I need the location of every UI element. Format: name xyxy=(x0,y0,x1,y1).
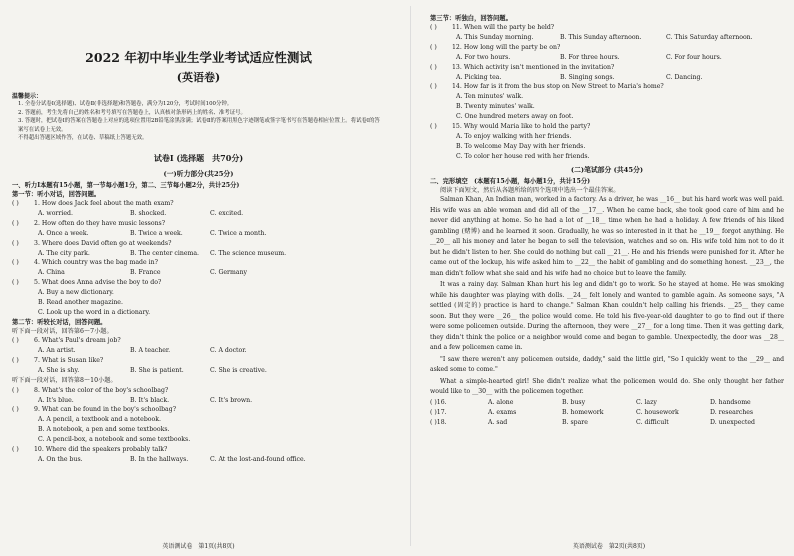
passage-paragraph: It was a rainy day. Salman Khan hurt his leg and didn't go to work. So he stayed at home. He was smoking while his daughter was playing with dolls. __24__ felt lonely and wanted to gamble again. As someone says, "A settled (固定的) practice is hard to change." Salman Khan couldn't help calling his friends. __25__ they came soon. But they were __26__ the police would come. He told his five-year-old daughter to go to find out if there were some policemen outside. During the afternoon, they were __27__ for a long time. Then it was getting dark, they didn't think the police or a neighbor would come and began to gamble. Unexpectedly, the door was __28__ and a few policemen came in. xyxy=(430,281,784,352)
question-stem: Which activity isn't mentioned in the invitation? xyxy=(463,63,615,71)
option-row xyxy=(430,33,784,43)
answer-blank: ( ) xyxy=(12,259,19,267)
exam-title: 2022 年初中毕业生学业考试适应性测试 xyxy=(85,50,312,65)
option-row xyxy=(430,53,784,63)
question-number: 9 xyxy=(34,406,38,414)
option-row xyxy=(430,132,784,162)
answer-blank: ( ) xyxy=(430,24,437,31)
question-stem: How far is it from the bus stop on New Street to Maria's home? xyxy=(463,83,664,91)
option-row xyxy=(12,396,385,406)
question-number: 14 xyxy=(452,83,460,91)
cloze-option: B. busy xyxy=(562,398,586,406)
answer-option: A. Picking tea. xyxy=(456,73,502,81)
answer-option: A. On the bus. xyxy=(38,456,83,463)
answer-option: A. To enjoy walking with her friends. xyxy=(456,132,572,140)
question-2: ( ) 2. How often do they have music lessons? A. Once a week. B. Twice a week. C. Twice a month. xyxy=(12,219,385,239)
answer-blank: ( ) xyxy=(12,406,19,414)
answer-option: B. France xyxy=(130,269,161,277)
question-number: 6 xyxy=(34,337,38,345)
cloze-num-text: 16 xyxy=(436,398,445,406)
question-stem: What does Anna advise the boy to do? xyxy=(41,279,162,287)
answer-option: A. The city park. xyxy=(38,249,90,257)
answer-option: B. This Sunday afternoon. xyxy=(560,33,642,41)
answer-option: A. worried. xyxy=(38,209,73,217)
cloze-options xyxy=(430,398,784,428)
answer-option: A. China xyxy=(38,269,65,277)
cloze-option: D. researches xyxy=(710,408,754,416)
answer-option: B. To welcome May Day with her friends. xyxy=(456,142,586,150)
answer-option: C. The science museum. xyxy=(210,249,287,257)
question-3: ( ) 3. Where does David often go at weekends? A. The city park. B. The center cinema. C. The science museum. xyxy=(12,239,385,259)
cloze-option-row xyxy=(430,418,784,428)
notice-item: 2. 答题前，考生先将自己的姓名和考号填写在答题卷上，认真核对条形码上的姓名、准考证号。 xyxy=(18,109,246,116)
answer-option: A. She is shy. xyxy=(38,367,80,375)
cloze-option-row xyxy=(430,408,784,418)
option-row xyxy=(430,73,784,83)
answer-option: C. A doctor. xyxy=(210,347,247,355)
paper1-heading: 试卷Ⅰ (选择题 共70分) xyxy=(153,152,244,163)
option-row xyxy=(430,92,784,122)
answer-option: A. Ten minutes' walk. xyxy=(456,93,524,101)
question-stem: When will the party be held? xyxy=(463,24,555,31)
cloze-option: A. sad xyxy=(488,418,508,426)
answer-option: A. It's blue. xyxy=(38,396,74,404)
cloze-option: B. homework xyxy=(562,408,604,416)
answer-option: C. This Saturday afternoon. xyxy=(666,33,753,41)
question-14: ( ) 14. How far is it from the bus stop on New Street to Maria's home? A. Ten minutes' walk. B. Twenty minutes' walk. C. One hundred meters away on foot. xyxy=(430,82,784,122)
answer-option: A. Once a week. xyxy=(38,229,89,237)
passage-paragraph: What a simple-hearted girl! She didn't realize what the policemen would do. She only thought her father would like to __30__ with the policemen together. xyxy=(430,377,784,396)
notice-item: 3. 答题时，把试卷Ⅰ的答案在答题卷上对应的选项位置用2B铅笔涂黑涂满；试卷Ⅱ的答案用黑色字迹钢笔或签字笔书写在答题卷相应位置上。将试卷Ⅰ的答案写在试卷上无效。 xyxy=(18,118,380,133)
question-15: ( ) 15. Why would Maria like to hold the party? A. To enjoy walking with her friends. B. To welcome May Day with her friends. C. To color her house red with her friends. xyxy=(430,122,784,162)
section1-heading: 第一节：听小对话，回答问题。 xyxy=(12,190,101,198)
answer-option: A. Buy a new dictionary. xyxy=(38,289,114,297)
answer-blank: ( ) xyxy=(430,63,437,71)
passage-paragraph: Salman Khan, An Indian man, worked in a factory. As a driver, he was __16__ but his hard work was well paid. His wife was an able woman and did all of the __17__. When he came back, she took good care of him and he never did anything at home. So he had a lot of __18__ time when he had a holiday. A few friends of his liked gambling (赌博) and he learned it soon. Gradually, he was so interested in it that he __19__ forgot anything. He __20__ all his money and later he began to sell the television, watches and so on. His wife told him not to do it but he didn't listen to her. She could do nothing but call __21__. He and his friends were punished for it. After he came out of the lockup, his wife asked him to __22__ the habit of gambling and do something honest. __23__, the man didn't follow what she said and his wife had no choice but to leave the family. xyxy=(430,196,784,277)
section2-intro-a: 听下面一段对话，回答第6～7小题。 xyxy=(12,327,113,335)
cloze-option: B. spare xyxy=(562,418,588,426)
question-list-3 xyxy=(12,386,385,465)
question-number: 2 xyxy=(34,219,38,227)
answer-option: B. The center cinema. xyxy=(130,249,200,257)
question-number: 7 xyxy=(34,357,38,365)
question-5: ( ) 5. What does Anna advise the boy to do? A. Buy a new dictionary. B. Read another magazine. C. Look up the word in a dictionary. xyxy=(12,278,385,318)
answer-option: C. She is creative. xyxy=(210,367,267,375)
answer-option: C. Dancing. xyxy=(666,73,703,81)
cloze-option: D. handsome xyxy=(710,398,751,406)
option-row xyxy=(12,415,385,445)
written-heading: (二)笔试部分 (共45分) xyxy=(570,165,644,174)
answer-option: C. For four hours. xyxy=(666,53,722,61)
option-row xyxy=(12,249,385,259)
answer-option: B. Twenty minutes' walk. xyxy=(456,103,535,111)
question-1: ( ) 1. How does Jack feel about the math exam? A. worried. B. shocked. C. excited. xyxy=(12,199,385,219)
question-list-1 xyxy=(12,199,385,318)
question-number: 15 xyxy=(452,123,460,131)
answer-blank: ( ) xyxy=(12,199,19,207)
answer-option: C. A pencil-box, a notebook and some textbooks. xyxy=(38,436,191,444)
answer-option: A. This Sunday morning. xyxy=(456,33,534,41)
option-row xyxy=(12,229,385,239)
question-stem: Why would Maria like to hold the party? xyxy=(463,123,591,131)
question-13: ( ) 13. Which activity isn't mentioned in the invitation? A. Picking tea. B. Singing songs. C. Dancing. xyxy=(430,63,784,83)
answer-option: B. Twice a week. xyxy=(130,229,183,237)
question-7: ( ) 7. What is Susan like? A. She is shy. B. She is patient. C. She is creative. xyxy=(12,356,385,376)
option-row xyxy=(12,209,385,219)
answer-option: B. For three hours. xyxy=(560,53,620,61)
answer-option: C. Twice a month. xyxy=(210,229,267,237)
option-row xyxy=(12,346,385,356)
question-stem: How often do they have music lessons? xyxy=(41,219,166,227)
question-number: 8 xyxy=(34,386,38,394)
answer-option: B. In the hallways. xyxy=(130,456,189,463)
question-stem: What's Paul's dream job? xyxy=(41,337,121,345)
question-9: ( ) 9. What can be found in the boy's schoolbag? A. A pencil, a textbook and a notebook. B. A notebook, a pen and some textbooks. C. A pencil-box, a notebook and some textbooks. xyxy=(12,405,385,445)
question-stem: How does Jack feel about the math exam? xyxy=(41,199,174,207)
passage-paragraph: "I saw there weren't any policemen outside, daddy," said the little girl, "So I quickly went to the __29__ and asked some to come." xyxy=(430,355,784,374)
answer-blank: ( ) xyxy=(12,219,19,227)
question-10: ( ) 10. Where did the speakers probably talk? A. On the bus. B. In the hallways. C. At the lost-and-found office. xyxy=(12,445,385,465)
answer-option: B. Read another magazine. xyxy=(38,299,123,307)
section2-heading: 第二节：听较长对话，回答问题。 xyxy=(12,318,107,326)
question-6: ( ) 6. What's Paul's dream job? A. An artist. B. A teacher. C. A doctor. xyxy=(12,336,385,356)
exam-subtitle: (英语卷) xyxy=(176,71,221,84)
cloze-number: ( )18. xyxy=(430,418,447,426)
answer-blank: ( ) xyxy=(12,239,19,247)
answer-option: C. It's brown. xyxy=(210,396,253,404)
question-stem: What can be found in the boy's schoolbag? xyxy=(41,406,177,414)
answer-blank: ( ) xyxy=(12,279,19,287)
answer-option: B. A notebook, a pen and some textbooks. xyxy=(38,426,170,434)
answer-option: B. She is patient. xyxy=(130,367,184,375)
question-number: 13 xyxy=(452,63,460,71)
cloze-heading: 二、完形填空 (本题有15小题，每小题1分，共计15分) xyxy=(430,177,591,185)
answer-option: A. A pencil, a textbook and a notebook. xyxy=(38,416,161,424)
question-stem: Where does David often go at weekends? xyxy=(41,239,172,247)
answer-option: B. It's black. xyxy=(130,396,170,404)
section3-heading: 第三节：听独白，回答问题。 xyxy=(430,15,512,22)
answer-blank: ( ) xyxy=(430,83,437,91)
option-row xyxy=(12,455,385,465)
answer-blank: ( ) xyxy=(12,386,19,394)
cloze-option: C. difficult xyxy=(636,418,669,426)
question-number: 1 xyxy=(34,199,38,207)
answer-blank: ( ) xyxy=(12,337,19,345)
answer-option: B. shocked. xyxy=(130,209,167,217)
answer-blank: ( ) xyxy=(12,446,19,454)
footer-left: 英语测试卷 第1页(共8页) xyxy=(162,543,235,550)
cloze-option: C. lazy xyxy=(636,398,657,406)
notice-item: 不得超出答题区域作答，在试卷、草稿纸上答题无效。 xyxy=(18,135,148,142)
answer-option: B. A teacher. xyxy=(130,347,171,355)
answer-option: C. To color her house red with her friends. xyxy=(456,152,590,160)
cloze-instructions: 阅读下面短文，然后从各题所给的四个选项中选出一个最佳答案。 xyxy=(440,186,620,194)
answer-blank: ( ) xyxy=(12,357,19,365)
answer-blank: ( ) xyxy=(430,43,437,51)
question-list-right xyxy=(430,23,784,162)
question-list-2 xyxy=(12,336,385,376)
cloze-number: ( )16. xyxy=(430,398,447,406)
cloze-option-row xyxy=(430,398,784,408)
answer-option: C. Look up the word in a dictionary. xyxy=(38,308,151,316)
question-number: 10 xyxy=(34,446,42,454)
question-stem: What's the color of the boy's schoolbag? xyxy=(41,386,169,394)
cloze-num-text: 17 xyxy=(436,408,445,416)
answer-option: A. For two hours. xyxy=(456,53,511,61)
question-stem: Where did the speakers probably talk? xyxy=(45,446,168,454)
option-row xyxy=(12,268,385,278)
page-divider xyxy=(410,6,411,546)
question-stem: How long will the party be on? xyxy=(463,43,561,51)
cloze-option: D. unexpected xyxy=(710,418,755,426)
cloze-number: ( )17. xyxy=(430,408,447,416)
right-page xyxy=(424,0,794,556)
question-4: ( ) 4. Which country was the bag made in? A. China B. France C. Germany xyxy=(12,258,385,278)
answer-option: C. One hundred meters away on foot. xyxy=(456,113,574,121)
answer-option: C. At the lost-and-found office. xyxy=(210,456,306,463)
question-number: 12 xyxy=(452,43,460,51)
question-12: ( ) 12. How long will the party be on? A. For two hours. B. For three hours. C. For four hours. xyxy=(430,43,784,63)
option-row xyxy=(12,288,385,318)
cloze-num-text: 18 xyxy=(436,418,445,426)
cloze-option: A. exams xyxy=(488,408,517,416)
question-8: ( ) 8. What's the color of the boy's schoolbag? A. It's blue. B. It's black. C. It's brown. xyxy=(12,386,385,406)
section2-intro-b: 听下面一段对话，回答第8～10小题。 xyxy=(12,377,117,385)
answer-option: B. Singing songs. xyxy=(560,73,615,81)
question-number: 4 xyxy=(34,259,38,267)
answer-option: C. excited. xyxy=(210,209,244,217)
question-11: ( ) 11. When will the party be held? A. This Sunday morning. B. This Sunday afternoon. C. This Saturday afternoon. xyxy=(430,23,784,43)
option-row xyxy=(12,366,385,376)
answer-blank: ( ) xyxy=(430,123,437,131)
question-number: 3 xyxy=(34,239,38,247)
notice-item: 1. 全卷分试卷Ⅰ(选择题)、试卷Ⅱ(非选择题)和答题卷，满分为120分，考试时间100分钟。 xyxy=(18,101,233,107)
listening-heading: (一)听力部分(共25分) xyxy=(163,169,234,178)
question-number: 5 xyxy=(34,279,38,287)
question-number: 11 xyxy=(452,24,460,31)
answer-option: A. An artist. xyxy=(38,347,76,355)
footer-right: 英语测试卷 第2页(共8页) xyxy=(572,543,646,550)
part1-heading: 一、听力Ⅰ本题有15小题，第一节每小题1分，第二、三节每小题2分，共计25分) xyxy=(12,181,240,189)
cloze-option: C. housework xyxy=(636,408,679,416)
notice-heading: 温馨提示： xyxy=(12,93,43,100)
cloze-option: A. alone xyxy=(488,398,514,406)
notice-list xyxy=(12,100,385,143)
question-stem: Which country was the bag made in? xyxy=(41,259,158,267)
question-stem: What is Susan like? xyxy=(41,357,104,365)
answer-option: C. Germany xyxy=(210,269,248,277)
